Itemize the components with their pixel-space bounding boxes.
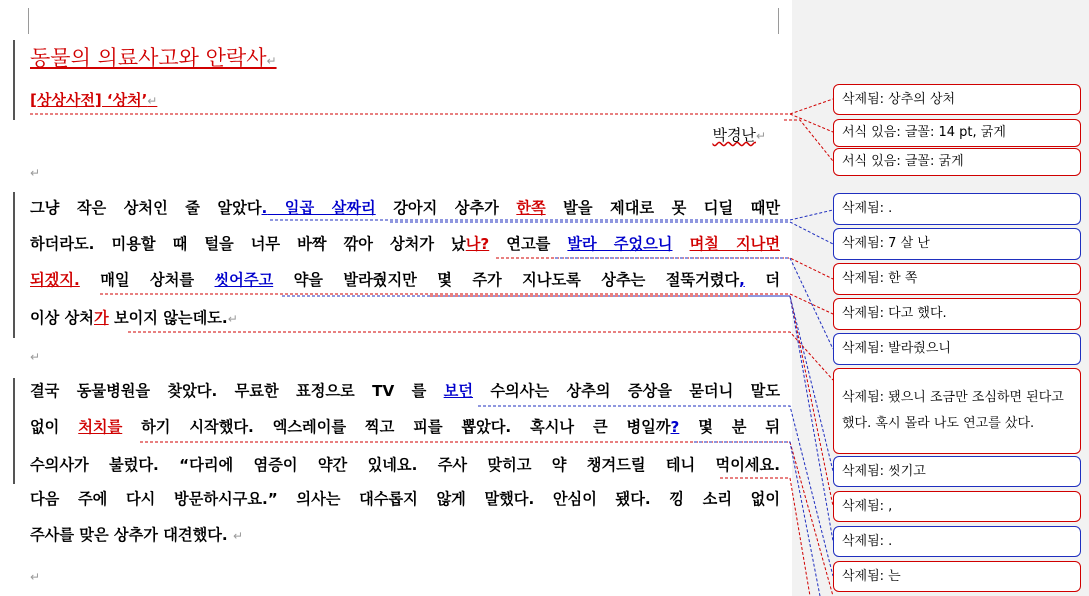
- comment-text: 서식 있음: 글꼴: 14 pt, 굵게: [842, 125, 1006, 140]
- paragraph-1-line-4[interactable]: [30, 306, 780, 330]
- comment-text: 삭제됨: 상추의 상처: [842, 91, 956, 107]
- text-run: 약을 발라줬지만 몇 주가 지나도록 상추는 절뚝거렸다: [273, 271, 740, 289]
- text-run: 주사를 맞은 상추가 대견했다.: [30, 526, 233, 544]
- paragraph-1-line-1[interactable]: [30, 196, 780, 220]
- comment-text: 삭제됨: ,: [842, 498, 893, 514]
- comment-balloon[interactable]: [833, 561, 1081, 592]
- paragraph-2-line-3[interactable]: [30, 453, 780, 477]
- comment-balloon[interactable]: [833, 228, 1081, 260]
- text-run: 그냥 작은 상처인 줄 알았다: [30, 199, 262, 217]
- empty-paragraph-mark: ↵: [30, 350, 41, 364]
- text-run: 강아지 상추가: [375, 199, 517, 217]
- insertion-run: 가: [93, 309, 109, 327]
- change-bar: [13, 378, 15, 484]
- text-run: 하더라도. 미용할 때 털을 너무 바짝 깎아 상처가 났: [30, 235, 466, 253]
- insertion-run: 나?: [465, 235, 490, 253]
- empty-paragraph-mark: ↵: [30, 166, 41, 180]
- comment-text: 서식 있음: 글꼴: 굵게: [842, 154, 964, 169]
- comment-text: 삭제됨: 씻기고: [842, 463, 926, 479]
- comment-balloon[interactable]: [833, 193, 1081, 225]
- text-run: 매일 상처를: [79, 271, 215, 289]
- text-run: 없이: [30, 418, 79, 436]
- comment-text: 삭제됨: 한 쪽: [842, 271, 918, 286]
- insertion-run: 한쪽: [516, 199, 546, 217]
- text-run: 수의사는 상추의 증상을 묻더니 말도: [473, 382, 780, 400]
- paragraph-2-line-4[interactable]: [30, 487, 780, 511]
- comment-text: 삭제됨: 다고 했다.: [842, 306, 947, 321]
- comment-balloon[interactable]: [833, 298, 1081, 330]
- change-bar: [13, 192, 15, 338]
- comment-balloon[interactable]: [833, 333, 1081, 365]
- comment-balloon[interactable]: [833, 491, 1081, 522]
- insertion-run: 며칠 지나면: [689, 235, 780, 253]
- comment-balloon[interactable]: [833, 368, 1081, 454]
- insertion-run: ?: [670, 418, 680, 436]
- insertion-run: 보던: [443, 382, 473, 400]
- insertion-run: 발라 주었으니: [567, 235, 673, 253]
- comment-balloon[interactable]: [833, 526, 1081, 557]
- comment-balloon[interactable]: [833, 263, 1081, 295]
- comment-text: 삭제됨: 7 살 난: [842, 236, 930, 251]
- text-run: 발을 제대로 못 디딜 때만: [545, 199, 780, 217]
- paragraph-mark: ↵: [147, 94, 158, 108]
- author-name[interactable]: [712, 124, 766, 145]
- insertion-run: 일곱 살짜리: [267, 199, 376, 217]
- paragraph-2-line-5[interactable]: [30, 523, 780, 547]
- comment-text: 삭제됨: .: [842, 201, 893, 216]
- text-run: 수의사가 불렀다. “다리에 염증이 약간 있네요. 주사 맞히고 약 챙겨드릴 테니 먹이세요.: [30, 456, 780, 474]
- comment-balloon[interactable]: [833, 456, 1081, 487]
- text-run: 몇 분 뒤: [679, 418, 780, 436]
- paragraph-1-line-3[interactable]: [30, 268, 780, 292]
- page-corner-mark: [10, 8, 29, 34]
- text-run: 보이지 않는데도.: [108, 309, 228, 327]
- text-run: [672, 235, 689, 253]
- subtitle-text: [상상사전] ‘상처’: [30, 91, 148, 109]
- paragraph-2-line-2[interactable]: [30, 415, 780, 439]
- paragraph-1-line-2[interactable]: [30, 232, 780, 256]
- paragraph-mark: ↵: [227, 312, 238, 326]
- document-title[interactable]: [30, 42, 780, 72]
- comment-text: 삭제됨: 발라줬으니: [842, 341, 951, 356]
- author-text: 박경난: [712, 126, 756, 144]
- comment-balloon[interactable]: [833, 119, 1081, 147]
- insertion-run: 씻어주고: [214, 271, 274, 289]
- insertion-run: ,: [739, 271, 745, 289]
- text-run: 결국 동물병원을 찾았다. 무료한 표정으로 TV 를: [30, 382, 444, 400]
- empty-paragraph-mark: ↵: [30, 570, 41, 584]
- text-run: 더: [744, 271, 780, 289]
- insertion-run: 처치를: [78, 418, 123, 436]
- paragraph-2-line-1[interactable]: [30, 379, 780, 403]
- text-run: 다음 주에 다시 방문하시구요.” 의사는 대수롭지 않게 말했다. 안심이 됐다. 낑 소리 없이: [30, 490, 780, 508]
- title-text: 동물의 의료사고와 안락사: [30, 46, 267, 70]
- paragraph-mark: ↵: [266, 54, 277, 68]
- insertion-run: .: [261, 199, 268, 217]
- paragraph-mark: ↵: [755, 129, 766, 143]
- comment-text: 삭제됨: 는: [842, 568, 901, 584]
- comment-balloon[interactable]: [833, 84, 1081, 115]
- text-run: 이상 상처: [30, 309, 94, 327]
- change-bar: [13, 40, 15, 120]
- text-run: 연고를: [489, 235, 568, 253]
- text-run: 하기 시작했다. 엑스레이를 찍고 피를 뽑았다. 혹시나 큰 병일까: [122, 418, 671, 436]
- insertion-run: 되겠지.: [30, 271, 80, 289]
- comment-text: 삭제됨: 됐으니 조금만 조심하면 된다고 했다. 혹시 몰라 나도 연고를 샀다.: [842, 390, 1064, 431]
- paragraph-mark: ↵: [232, 529, 244, 543]
- document-subtitle[interactable]: [30, 89, 780, 110]
- comment-balloon[interactable]: [833, 148, 1081, 176]
- comment-text: 삭제됨: .: [842, 533, 893, 549]
